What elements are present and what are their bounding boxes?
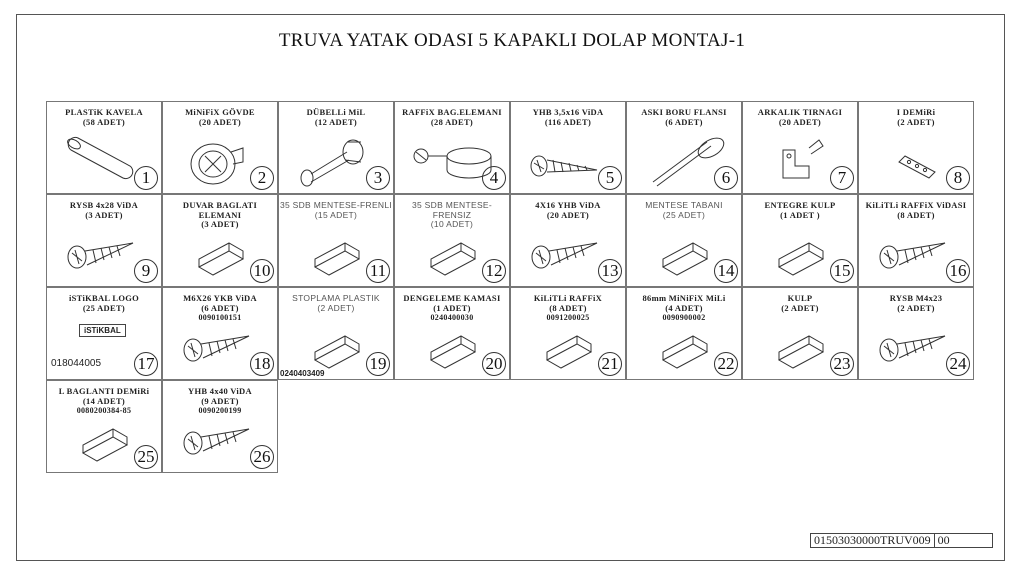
part-quantity: (4 ADET)	[665, 302, 703, 313]
part-cell	[394, 287, 510, 380]
part-label	[279, 108, 393, 127]
part-cell	[626, 287, 742, 380]
part-number-circle: 2	[250, 166, 274, 190]
part-quantity: (20 ADET)	[778, 116, 822, 127]
part-label	[859, 201, 973, 220]
part-number-circle: 15	[830, 259, 854, 283]
part-name: KiLiTLi RAFFiX	[533, 293, 603, 303]
part-cell	[162, 101, 278, 194]
part-name: M6X26 YKB ViDA	[183, 293, 257, 303]
part-number-circle: 24	[946, 352, 970, 376]
part-name: KULP	[787, 293, 813, 303]
part-number-circle: 7	[830, 166, 854, 190]
revision-number: 00	[934, 534, 992, 547]
part-cell	[742, 194, 858, 287]
part-label	[511, 201, 625, 220]
part-name: STOPLAMA PLASTIK	[292, 293, 380, 303]
part-code: 0090200199	[198, 406, 242, 415]
part-cell	[510, 194, 626, 287]
part-name: DENGELEME KAMASI	[403, 293, 501, 303]
part-quantity: (3 ADET)	[85, 209, 123, 220]
part-label	[859, 108, 973, 127]
part-name: iSTiKBAL LOGO	[68, 293, 140, 303]
part-quantity: (10 ADET)	[430, 219, 474, 229]
part-cell	[162, 287, 278, 380]
part-name: 86mm MiNiFiX MiLi	[642, 293, 726, 303]
part-quantity: (2 ADET)	[317, 302, 355, 313]
document-code-box	[810, 533, 993, 548]
part-label	[743, 294, 857, 313]
part-number-circle: 10	[250, 259, 274, 283]
part-quantity: (28 ADET)	[430, 116, 474, 127]
part-quantity: (2 ADET)	[897, 302, 935, 313]
part-cell	[510, 101, 626, 194]
part-label	[47, 108, 161, 127]
part-quantity: (15 ADET)	[314, 209, 358, 220]
logo-badge: iSTiKBAL	[79, 324, 126, 337]
part-cell	[858, 101, 974, 194]
part-name: ENTEGRE KULP	[764, 200, 836, 210]
part-number-circle: 8	[946, 166, 970, 190]
part-cell	[742, 101, 858, 194]
document-code: 01503030000TRUV009	[814, 533, 931, 547]
part-cell	[46, 287, 162, 380]
part-label	[743, 201, 857, 220]
part-code: 0090100151	[198, 313, 242, 322]
part-quantity: (25 ADET)	[662, 209, 706, 220]
part-quantity: (1 ADET )	[780, 209, 820, 220]
part-quantity: (58 ADET)	[82, 116, 126, 127]
part-quantity: (20 ADET)	[546, 209, 590, 220]
part-cell	[46, 194, 162, 287]
part-cell	[858, 194, 974, 287]
part-number-circle: 23	[830, 352, 854, 376]
part-name: DUVAR BAGLATI ELEMANI	[182, 200, 258, 220]
part-name: 4X16 YHB ViDA	[535, 200, 601, 210]
part-cell	[278, 194, 394, 287]
page-title: TRUVA YATAK ODASI 5 KAPAKLI DOLAP MONTAJ-1	[278, 30, 746, 51]
part-code: 0240400030	[430, 313, 474, 322]
part-label	[743, 108, 857, 127]
part-label	[859, 294, 973, 313]
part-quantity: (3 ADET)	[201, 219, 239, 229]
part-cell	[46, 101, 162, 194]
part-label	[627, 201, 741, 220]
part-number-circle: 20	[482, 352, 506, 376]
part-number-circle: 25	[134, 445, 158, 469]
part-cell	[162, 380, 278, 473]
part-name: DÜBELLi MiL	[306, 107, 366, 117]
part-number-circle: 16	[946, 259, 970, 283]
part-number-circle: 11	[366, 259, 390, 283]
part-name: L BAGLANTI DEMiRi	[58, 386, 150, 396]
part-number-circle: 26	[250, 445, 274, 469]
part-quantity: (2 ADET)	[897, 116, 935, 127]
part-name: MENTESE TABANI	[645, 200, 723, 210]
part-name: RYSB M4x23	[889, 293, 943, 303]
part-number-circle: 6	[714, 166, 738, 190]
part-label	[163, 108, 277, 127]
part-number-circle: 17	[134, 352, 158, 376]
part-label	[627, 108, 741, 127]
part-cell	[162, 194, 278, 287]
part-number-circle: 18	[250, 352, 274, 376]
part-number-circle: 14	[714, 259, 738, 283]
part-cell	[278, 287, 394, 380]
part-number-circle: 21	[598, 352, 622, 376]
part-label	[47, 294, 161, 313]
part-label	[511, 108, 625, 127]
part-name: YHB 4x40 ViDA	[188, 386, 252, 396]
part-quantity: (8 ADET)	[549, 302, 587, 313]
part-cell	[858, 287, 974, 380]
part-code: 0240403409	[280, 369, 325, 378]
part-cell	[394, 194, 510, 287]
part-name: YHB 3,5x16 ViDA	[532, 107, 604, 117]
part-number-circle: 3	[366, 166, 390, 190]
part-code: 0090900002	[662, 313, 706, 322]
part-code: 0091200025	[546, 313, 590, 322]
part-quantity: (12 ADET)	[314, 116, 358, 127]
part-quantity: (20 ADET)	[198, 116, 242, 127]
part-quantity: (14 ADET)	[82, 395, 126, 406]
part-number-circle: 9	[134, 259, 158, 283]
part-number-circle: 12	[482, 259, 506, 283]
part-number-circle: 22	[714, 352, 738, 376]
part-label	[279, 294, 393, 313]
part-number-circle: 4	[482, 166, 506, 190]
part-cell	[394, 101, 510, 194]
part-code: 0080200384-85	[76, 406, 132, 415]
part-number-circle: 1	[134, 166, 158, 190]
part-name: RAFFiX BAG.ELEMANI	[402, 107, 502, 117]
part-quantity: (1 ADET)	[433, 302, 471, 313]
part-name: 35 SDB MENTESE-FRENLI	[279, 200, 393, 210]
part-name: RYSB 4x28 ViDA	[69, 200, 139, 210]
part-label	[279, 201, 393, 220]
part-name: 35 SDB MENTESE-FRENSIZ	[411, 200, 493, 220]
part-name: ARKALIK TIRNAGI	[757, 107, 843, 117]
part-name: KiLiTLi RAFFiX ViDASI	[865, 200, 967, 210]
part-cell	[510, 287, 626, 380]
part-cell	[46, 380, 162, 473]
part-number-circle: 5	[598, 166, 622, 190]
part-name: MiNiFiX GÖVDE	[185, 107, 255, 117]
part-quantity: (116 ADET)	[544, 116, 592, 127]
part-code: 018044005	[51, 358, 102, 369]
part-label	[47, 201, 161, 220]
part-number-circle: 19	[366, 352, 390, 376]
part-cell	[626, 194, 742, 287]
part-number-circle: 13	[598, 259, 622, 283]
part-quantity: (8 ADET)	[897, 209, 935, 220]
part-cell	[626, 101, 742, 194]
part-quantity: (6 ADET)	[665, 116, 703, 127]
part-quantity: (2 ADET)	[781, 302, 819, 313]
part-name: I DEMiRi	[896, 107, 936, 117]
part-cell	[742, 287, 858, 380]
part-name: ASKI BORU FLANSI	[641, 107, 727, 117]
part-cell	[278, 101, 394, 194]
part-quantity: (25 ADET)	[82, 302, 126, 313]
part-name: PLASTiK KAVELA	[65, 107, 143, 117]
part-label	[395, 108, 509, 127]
part-quantity: (6 ADET)	[201, 302, 239, 313]
part-quantity: (9 ADET)	[201, 395, 239, 406]
